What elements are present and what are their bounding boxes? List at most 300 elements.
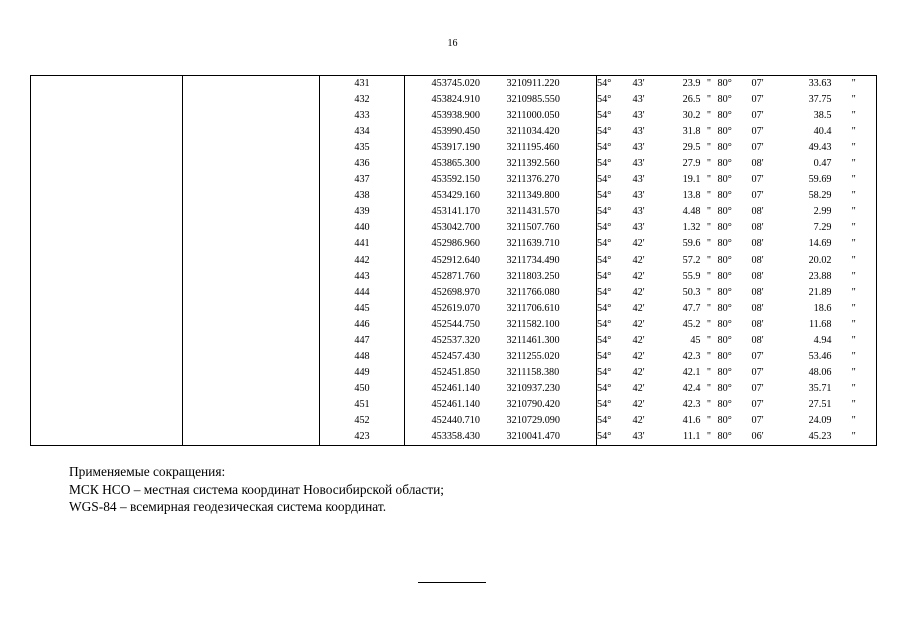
x-coordinate-cell: 453429.160 [405,188,507,204]
blank-cell [183,317,320,333]
point-number-cell: 441 [320,236,405,252]
lon-seconds-mark-cell: " [832,381,877,397]
point-number-cell: 452 [320,413,405,429]
blank-cell [31,333,183,349]
lat-minutes-cell: 42' [632,254,645,266]
lat-seconds-mark-cell: " [701,429,718,446]
lat-degrees-cell: 54° [597,156,633,172]
lon-minutes-cell: 07' [751,398,764,410]
table-row [31,349,877,365]
x-coordinate-cell: 452451.850 [405,365,507,381]
lon-minutes-cell: 07' [752,76,775,93]
lon-degrees-cell: 80° [717,398,732,410]
lon-seconds-mark-cell: " [832,317,877,333]
x-coordinate-cell: 453592.150 [405,172,507,188]
lon-minutes-cell: 08' [751,302,764,314]
lat-seconds-cell: 13.8 [682,190,701,202]
lat-seconds-cell: 31.8 [682,126,701,138]
lon-seconds-mark-cell: " [832,124,877,140]
lon-seconds-cell: 7.29 [813,222,832,234]
lon-minutes-cell: 07' [751,350,764,362]
table-row [31,365,877,381]
abbreviations-block [69,463,444,516]
point-number-cell: 447 [320,333,405,349]
lat-degrees-cell: 54° [597,108,633,124]
table-row [31,124,877,140]
lat-degrees-cell: 54° [597,172,633,188]
lon-minutes-cell: 08' [751,286,764,298]
table-row [31,220,877,236]
lon-seconds-mark-cell: " [832,220,877,236]
lon-seconds-cell: 58.29 [808,190,832,202]
lat-seconds-mark-cell: " [706,190,712,202]
y-coordinate-cell: 3211461.300 [506,334,560,346]
blank-cell [183,188,320,204]
lat-minutes-cell: 43' [633,429,657,446]
lon-seconds-cell: 49.43 [808,142,832,154]
x-coordinate-cell: 453990.450 [405,124,507,140]
blank-cell [31,301,183,317]
lat-degrees-cell: 54° [597,269,633,285]
lon-degrees-cell: 80° [717,238,732,250]
lat-seconds-mark-cell: " [706,222,712,234]
coordinates-table [30,75,877,446]
lon-seconds-mark-cell: " [832,349,877,365]
table-row [31,204,877,220]
lon-seconds-mark-cell: " [832,397,877,413]
lat-seconds-mark-cell: " [706,398,712,410]
lat-seconds-mark-cell: " [701,76,718,93]
blank-cell [31,285,183,301]
abbreviation-item: WGS-84 – всемирная геодезическая система координат. [69,499,387,514]
lat-seconds-mark-cell: " [706,110,712,122]
blank-cell [31,236,183,252]
blank-cell [183,285,320,301]
table-row [31,156,877,172]
y-coordinate-cell: 3211000.050 [506,110,560,122]
point-number-cell: 444 [320,285,405,301]
abbreviations-heading: Применяемые сокращения: [69,464,226,479]
blank-cell [183,124,320,140]
lat-minutes-cell: 42' [632,382,645,394]
blank-cell [183,413,320,429]
lat-seconds-cell: 26.5 [682,94,701,106]
lon-seconds-mark-cell: " [832,429,877,446]
point-number-cell: 448 [320,349,405,365]
table-row [31,333,877,349]
lat-degrees-cell: 54° [597,317,633,333]
lat-minutes-cell: 42' [632,398,645,410]
lon-minutes-cell: 08' [751,334,764,346]
point-number-cell: 433 [320,108,405,124]
table-row [31,429,877,446]
lon-degrees-cell: 80° [717,222,732,234]
lon-degrees-cell: 80° [717,366,732,378]
x-coordinate-cell: 452461.140 [405,397,507,413]
lon-seconds-cell: 20.02 [808,254,832,266]
lat-seconds-mark-cell: " [706,126,712,138]
lat-minutes-cell: 42' [632,270,645,282]
lat-degrees-cell: 54° [597,381,633,397]
lon-seconds-cell: 14.69 [808,238,832,250]
blank-cell [31,156,183,172]
y-coordinate-cell: 3210790.420 [506,398,560,410]
x-coordinate-cell: 452912.640 [405,253,507,269]
point-number-cell: 451 [320,397,405,413]
lat-seconds-mark-cell: " [706,302,712,314]
lon-seconds-cell: 40.4 [813,126,832,138]
point-number-cell: 431 [320,76,405,93]
table-row [31,108,877,124]
blank-cell [31,220,183,236]
lat-minutes-cell: 42' [632,334,645,346]
point-number-cell: 423 [320,429,405,446]
lat-degrees-cell: 54° [597,92,633,108]
blank-cell [31,76,183,93]
lat-seconds-cell: 27.9 [682,158,701,170]
x-coordinate-cell: 453745.020 [405,76,507,93]
lat-seconds-mark-cell: " [706,350,712,362]
lat-minutes-cell: 43' [633,76,657,93]
blank-cell [183,269,320,285]
lon-minutes-cell: 07' [751,174,764,186]
blank-cell [183,204,320,220]
lat-minutes-cell: 43' [632,206,645,218]
lat-degrees-cell: 54° [597,140,633,156]
lon-minutes-cell: 06' [752,429,775,446]
blank-cell [183,253,320,269]
y-coordinate-cell: 3210729.090 [506,415,560,426]
lat-seconds-mark-cell: " [706,334,712,346]
lon-seconds-cell: 45.23 [775,429,832,446]
lon-seconds-cell: 53.46 [808,350,832,362]
lon-degrees-cell: 80° [718,76,752,93]
lat-degrees-cell: 54° [597,220,633,236]
x-coordinate-cell: 452544.750 [405,317,507,333]
lat-minutes-cell: 43' [632,126,645,138]
lat-minutes-cell: 42' [632,415,645,426]
lat-seconds-cell: 4.48 [682,206,701,218]
lon-minutes-cell: 07' [751,382,764,394]
blank-cell [183,429,320,446]
lat-degrees-cell: 54° [597,301,633,317]
table-row [31,413,877,429]
point-number-cell: 434 [320,124,405,140]
lat-seconds-mark-cell: " [706,94,712,106]
table-row [31,397,877,413]
x-coordinate-cell: 453917.190 [405,140,507,156]
lon-degrees-cell: 80° [717,158,732,170]
blank-cell [183,108,320,124]
x-coordinate-cell: 452698.970 [405,285,507,301]
blank-cell [183,365,320,381]
y-coordinate-cell: 3211582.100 [506,318,560,330]
lon-seconds-mark-cell: " [832,236,877,252]
lon-seconds-cell: 23.88 [808,270,832,282]
lon-seconds-mark-cell: " [832,76,877,93]
lat-seconds-mark-cell: " [706,174,712,186]
lat-minutes-cell: 42' [632,238,645,250]
x-coordinate-cell: 452537.320 [405,333,507,349]
point-number-cell: 438 [320,188,405,204]
lat-seconds-mark-cell: " [706,382,712,394]
lon-seconds-cell: 37.75 [808,94,832,106]
blank-cell [183,301,320,317]
lon-degrees-cell: 80° [717,334,732,346]
blank-cell [31,413,183,429]
lat-minutes-cell: 42' [632,318,645,330]
lat-seconds-cell: 19.1 [682,174,701,186]
lat-seconds-mark-cell: " [706,158,712,170]
y-coordinate-cell: 3211431.570 [506,206,560,218]
lon-seconds-cell: 33.63 [775,76,832,93]
lat-degrees-cell: 54° [597,429,633,446]
y-coordinate-cell: 3211158.380 [506,366,560,378]
point-number-cell: 442 [320,253,405,269]
blank-cell [31,188,183,204]
y-coordinate-cell: 3210041.470 [507,429,597,446]
x-coordinate-cell: 453358.430 [405,429,507,446]
lat-seconds-cell: 41.6 [682,415,701,426]
lon-seconds-mark-cell: " [832,156,877,172]
blank-cell [183,76,320,93]
lon-minutes-cell: 07' [751,110,764,122]
lat-degrees-cell: 54° [597,413,633,429]
lon-minutes-cell: 07' [751,415,764,426]
table-row [31,236,877,252]
lat-degrees-cell: 54° [597,333,633,349]
lat-seconds-cell: 45.2 [682,318,701,330]
lon-degrees-cell: 80° [717,350,732,362]
lat-minutes-cell: 43' [632,190,645,202]
lat-minutes-cell: 43' [632,158,645,170]
x-coordinate-cell: 453865.300 [405,156,507,172]
lat-minutes-cell: 43' [632,110,645,122]
x-coordinate-cell: 453042.700 [405,220,507,236]
lat-seconds-cell: 45 [690,334,701,346]
lon-degrees-cell: 80° [717,382,732,394]
point-number-cell: 439 [320,204,405,220]
lon-seconds-mark-cell: " [832,413,877,429]
lat-degrees-cell: 54° [597,365,633,381]
blank-cell [31,108,183,124]
lon-degrees-cell: 80° [718,429,752,446]
blank-cell [31,269,183,285]
lon-minutes-cell: 07' [751,94,764,106]
blank-cell [31,349,183,365]
lat-seconds-mark-cell: " [706,318,712,330]
lon-minutes-cell: 08' [751,206,764,218]
y-coordinate-cell: 3210985.550 [506,94,560,106]
point-number-cell: 440 [320,220,405,236]
lat-degrees-cell: 54° [597,76,633,93]
point-number-cell: 443 [320,269,405,285]
lon-minutes-cell: 07' [751,366,764,378]
y-coordinate-cell: 3211706.610 [506,302,560,314]
page-number: 16 [447,38,458,49]
y-coordinate-cell: 3210937.230 [506,382,560,394]
y-coordinate-cell: 3211376.270 [506,174,560,186]
lat-seconds-cell: 55.9 [682,270,701,282]
point-number-cell: 432 [320,92,405,108]
table-row [31,317,877,333]
lon-degrees-cell: 80° [717,286,732,298]
y-coordinate-cell: 3211034.420 [506,126,560,138]
lon-seconds-cell: 2.99 [813,206,832,218]
lon-seconds-cell: 0.47 [813,158,832,170]
x-coordinate-cell: 452461.140 [405,381,507,397]
table-row [31,285,877,301]
lat-degrees-cell: 54° [597,253,633,269]
lon-seconds-mark-cell: " [832,108,877,124]
lat-seconds-mark-cell: " [706,366,712,378]
x-coordinate-cell: 452457.430 [405,349,507,365]
lon-minutes-cell: 07' [751,142,764,154]
blank-cell [183,349,320,365]
x-coordinate-cell: 452986.960 [405,236,507,252]
y-coordinate-cell: 3211803.250 [506,270,560,282]
point-number-cell: 446 [320,317,405,333]
lat-seconds-cell: 1.32 [682,222,701,234]
point-number-cell: 435 [320,140,405,156]
y-coordinate-cell: 3211195.460 [506,142,560,154]
lat-degrees-cell: 54° [597,124,633,140]
blank-cell [31,365,183,381]
y-coordinate-cell: 3211349.800 [506,190,560,202]
blank-cell [183,220,320,236]
point-number-cell: 437 [320,172,405,188]
lat-seconds-cell: 29.5 [682,142,701,154]
table-row [31,381,877,397]
lon-degrees-cell: 80° [717,94,732,106]
lat-seconds-cell: 23.9 [657,76,701,93]
blank-cell [31,429,183,446]
lon-degrees-cell: 80° [717,415,732,426]
table-row [31,301,877,317]
lon-minutes-cell: 08' [751,238,764,250]
lon-degrees-cell: 80° [717,174,732,186]
lon-seconds-mark-cell: " [832,253,877,269]
lat-minutes-cell: 42' [632,366,645,378]
lon-degrees-cell: 80° [717,254,732,266]
lat-degrees-cell: 54° [597,188,633,204]
lat-seconds-cell: 47.7 [682,302,701,314]
lat-seconds-cell: 42.3 [682,398,701,410]
lon-minutes-cell: 08' [751,318,764,330]
y-coordinate-cell: 3211734.490 [506,254,560,266]
table-row [31,76,877,93]
lon-seconds-cell: 24.09 [808,415,832,426]
lat-seconds-mark-cell: " [706,206,712,218]
lat-seconds-mark-cell: " [706,254,712,266]
y-coordinate-cell: 3210911.220 [507,76,597,93]
y-coordinate-cell: 3211507.760 [506,222,560,234]
lat-minutes-cell: 42' [632,350,645,362]
lon-seconds-cell: 21.89 [808,286,832,298]
lon-seconds-cell: 59.69 [808,174,832,186]
lon-seconds-mark-cell: " [832,301,877,317]
lat-seconds-cell: 30.2 [682,110,701,122]
lat-minutes-cell: 42' [632,286,645,298]
lon-seconds-mark-cell: " [832,140,877,156]
lon-seconds-cell: 4.94 [813,334,832,346]
point-number-cell: 436 [320,156,405,172]
abbreviation-item: МСК НСО – местная система координат Новосибирской области; [69,481,445,497]
blank-cell [31,397,183,413]
x-coordinate-cell: 452871.760 [405,269,507,285]
blank-cell [183,140,320,156]
lat-seconds-mark-cell: " [706,238,712,250]
lon-minutes-cell: 08' [751,270,764,282]
table-row [31,188,877,204]
lat-degrees-cell: 54° [597,204,633,220]
y-coordinate-cell: 3211766.080 [506,286,560,298]
x-coordinate-cell: 453824.910 [405,92,507,108]
lon-minutes-cell: 08' [751,254,764,266]
point-number-cell: 450 [320,381,405,397]
lat-minutes-cell: 43' [632,222,645,234]
lat-degrees-cell: 54° [597,236,633,252]
blank-cell [31,140,183,156]
blank-cell [31,172,183,188]
lon-seconds-mark-cell: " [832,269,877,285]
lat-seconds-mark-cell: " [706,286,712,298]
y-coordinate-cell: 3211639.710 [506,238,560,250]
lat-seconds-mark-cell: " [706,415,712,426]
lat-seconds-cell: 50.3 [682,286,701,298]
lat-minutes-cell: 43' [632,174,645,186]
lon-degrees-cell: 80° [717,110,732,122]
blank-cell [183,92,320,108]
lon-degrees-cell: 80° [717,190,732,202]
x-coordinate-cell: 453141.170 [405,204,507,220]
lon-seconds-cell: 38.5 [813,110,832,122]
lon-minutes-cell: 07' [751,126,764,138]
lon-degrees-cell: 80° [717,126,732,138]
blank-cell [31,381,183,397]
x-coordinate-cell: 453938.900 [405,108,507,124]
lon-seconds-cell: 48.06 [808,366,832,378]
lon-seconds-mark-cell: " [832,365,877,381]
blank-cell [183,156,320,172]
blank-cell [183,381,320,397]
table-row [31,172,877,188]
lon-degrees-cell: 80° [717,142,732,154]
blank-cell [183,333,320,349]
lon-seconds-cell: 11.68 [808,318,832,330]
lon-minutes-cell: 07' [751,190,764,202]
table-row [31,253,877,269]
y-coordinate-cell: 3211392.560 [506,158,560,170]
lon-seconds-mark-cell: " [832,172,877,188]
x-coordinate-cell: 452440.710 [405,413,507,429]
lat-degrees-cell: 54° [597,285,633,301]
lon-seconds-mark-cell: " [832,333,877,349]
lat-seconds-mark-cell: " [706,142,712,154]
footer-rule [418,582,486,583]
blank-cell [31,317,183,333]
lat-degrees-cell: 54° [597,397,633,413]
lat-minutes-cell: 43' [632,142,645,154]
lat-minutes-cell: 43' [632,94,645,106]
lat-minutes-cell: 42' [632,302,645,314]
lon-degrees-cell: 80° [717,270,732,282]
lon-degrees-cell: 80° [717,206,732,218]
lon-seconds-mark-cell: " [832,285,877,301]
y-coordinate-cell: 3211255.020 [506,350,560,362]
x-coordinate-cell: 452619.070 [405,301,507,317]
lat-seconds-mark-cell: " [706,270,712,282]
